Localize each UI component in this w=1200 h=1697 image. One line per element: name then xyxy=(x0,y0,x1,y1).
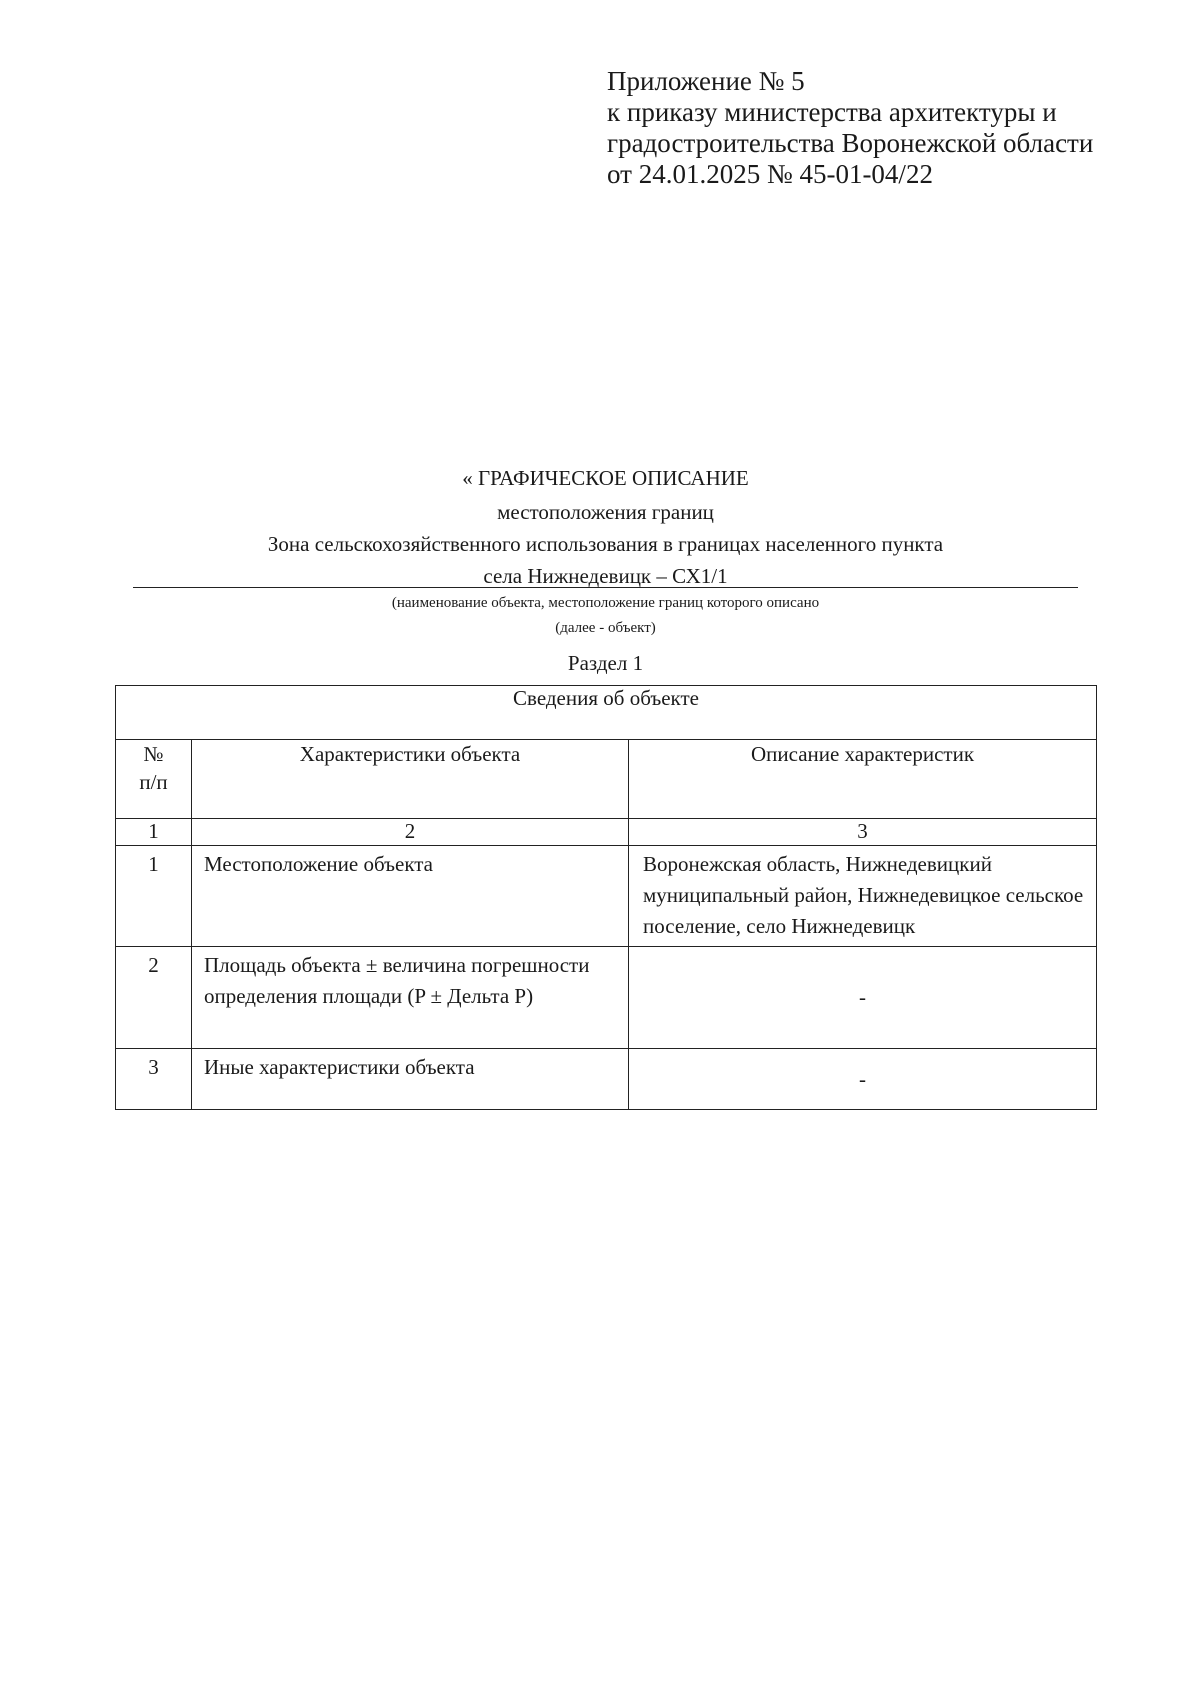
header-num xyxy=(116,740,192,819)
appendix-line-4: от 24.01.2025 № 45-01-04/22 xyxy=(607,159,933,189)
row-description: - xyxy=(629,947,1097,1049)
table-caption: Сведения об объекте xyxy=(116,686,1097,740)
village-name: села Нижнедевицк – СХ1/1 xyxy=(483,564,728,588)
object-info-table xyxy=(115,685,1097,1110)
table-row xyxy=(116,1049,1097,1110)
row-num: 3 xyxy=(116,1049,192,1110)
table-row xyxy=(116,846,1097,947)
column-number: 1 xyxy=(116,819,192,846)
object-caption-line-2: (далее - объект) xyxy=(555,620,656,636)
appendix-block xyxy=(607,66,1093,190)
row-characteristic: Иные характеристики объекта xyxy=(192,1049,629,1110)
object-caption-line-1: (наименование объекта, местоположение границ которого описано xyxy=(391,595,820,611)
zone-name: Зона сельскохозяйственного использования в границах населенного пункта xyxy=(267,532,944,556)
table-header-row xyxy=(116,740,1097,819)
row-description: - xyxy=(629,1049,1097,1110)
appendix-line-2: к приказу министерства архитектуры и xyxy=(607,97,1057,127)
table-caption-row xyxy=(116,686,1097,740)
column-number: 3 xyxy=(629,819,1097,846)
document-title: « ГРАФИЧЕСКОЕ ОПИСАНИЕ xyxy=(462,466,749,490)
row-description: Воронежская область, Нижнедевицкий муниципальный район, Нижнедевицкое сельское поселение, село Нижнедевицк xyxy=(629,846,1097,947)
row-num: 1 xyxy=(116,846,192,947)
header-description: Описание характеристик xyxy=(629,740,1097,819)
appendix-line-3: градостроительства Воронежской области xyxy=(607,128,1094,158)
header-characteristics: Характеристики объекта xyxy=(192,740,629,819)
header-num-label: № п/п xyxy=(139,742,168,794)
column-number: 2 xyxy=(192,819,629,846)
appendix-line-1: Приложение № 5 xyxy=(607,66,805,96)
row-num: 2 xyxy=(116,947,192,1049)
document-subtitle: местоположения границ xyxy=(497,500,714,524)
row-characteristic: Местоположение объекта xyxy=(192,846,629,947)
table-row xyxy=(116,947,1097,1049)
column-number-row xyxy=(116,819,1097,846)
row-characteristic: Площадь объекта ± величина погрешности определения площади (P ± Дельта P) xyxy=(192,947,629,1049)
section-label: Раздел 1 xyxy=(567,651,644,675)
object-name-underline xyxy=(133,587,1078,588)
